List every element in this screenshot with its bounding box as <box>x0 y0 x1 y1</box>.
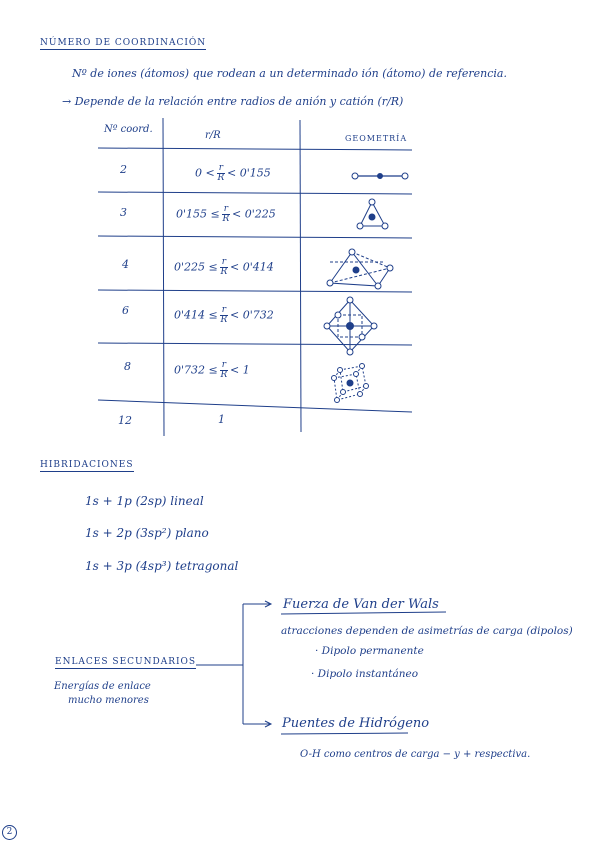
table-cell-n: 8 <box>124 360 131 373</box>
secondary-note-line2: mucho menores <box>68 695 149 706</box>
table-cell-ratio: 0'225 ≤ $\frac{r}{R}$ < 0'414 <box>174 257 274 277</box>
table-cell-ratio: 1 <box>218 413 225 426</box>
page-number: 2 <box>2 825 17 840</box>
coordination-heading: NÚMERO DE COORDINACIÓN <box>40 38 207 48</box>
coordination-definition: Nº de iones (átomos) que rodean a un determinado ión (átomo) de referencia. <box>72 67 507 80</box>
table-header-ncoord: Nº coord. <box>104 124 153 135</box>
hybrid-item: 1s + 3p (4sp³) tetragonal <box>85 559 239 573</box>
vdw-title: Fuerza de Van der Wals <box>283 597 439 612</box>
hybrid-item: 1s + 2p (3sp²) plano <box>85 526 209 540</box>
hybrid-heading: HIBRIDACIONES <box>40 460 134 470</box>
table-cell-n: 6 <box>122 304 129 317</box>
table-cell-ratio: 0'155 ≤ $\frac{r}{R}$ < 0'225 <box>176 204 276 224</box>
vdw-item: · Dipolo permanente <box>315 645 424 657</box>
table-cell-ratio: 0 < $\frac{r}{R}$ < 0'155 <box>195 163 271 183</box>
hydrogen-bond-description: O-H como centros de carga − y + respectiva. <box>300 749 531 760</box>
table-header-geometry: GEOMETRÍA <box>345 134 408 143</box>
secondary-note-line1: Energías de enlace <box>54 681 151 692</box>
table-cell-n: 12 <box>118 414 132 427</box>
table-cell-ratio: 0'732 ≤ $\frac{r}{R}$ < 1 <box>174 360 250 380</box>
table-header-ratio: r/R <box>205 130 221 141</box>
hydrogen-bond-title: Puentes de Hidrógeno <box>282 716 430 731</box>
table-cell-n: 4 <box>122 258 129 271</box>
vdw-description: atracciones dependen de asimetrías de carga (dipolos) <box>281 625 573 637</box>
secondary-bonds-label: ENLACES SECUNDARIOS <box>55 657 197 667</box>
table-cell-n: 3 <box>120 206 127 219</box>
table-cell-ratio: 0'414 ≤ $\frac{r}{R}$ < 0'732 <box>174 305 274 325</box>
coordination-depends: → Depende de la relación entre radios de anión y catión (r/R) <box>62 95 404 108</box>
vdw-item: · Dipolo instantáneo <box>311 668 419 680</box>
table-cell-n: 2 <box>120 163 127 176</box>
hybrid-item: 1s + 1p (2sp) lineal <box>85 494 204 508</box>
